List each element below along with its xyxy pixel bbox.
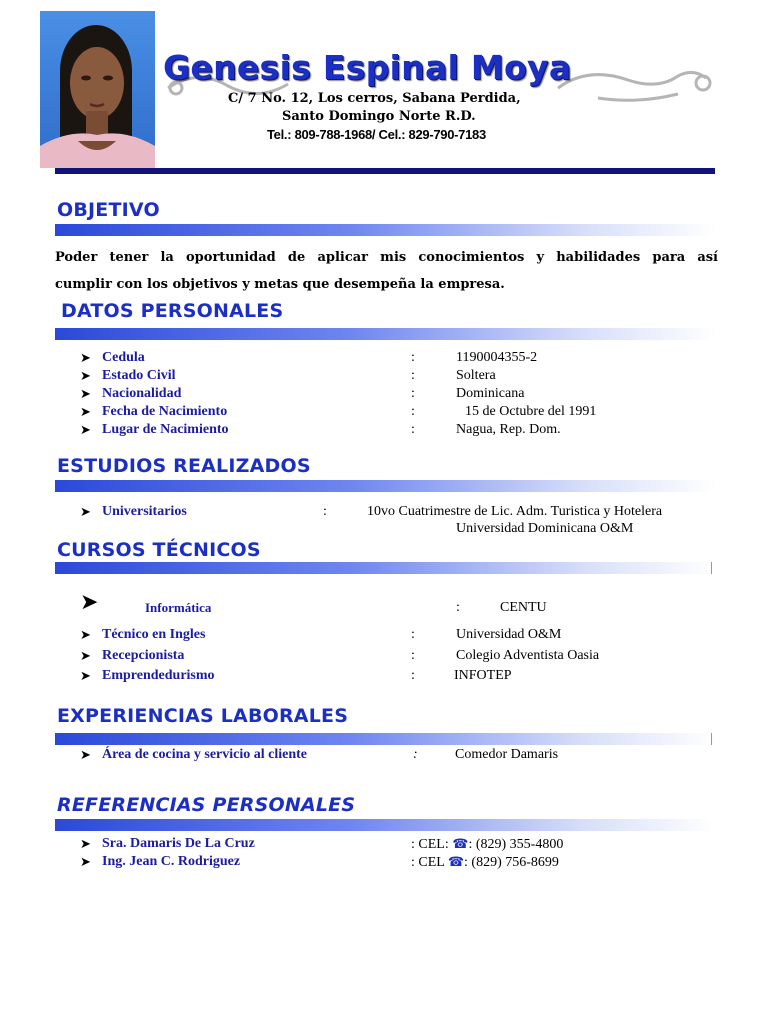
arrowhead-bullet-icon: ➤	[80, 350, 91, 365]
item-label: Estado Civil	[102, 368, 176, 383]
item-separator: :	[411, 422, 415, 437]
arrowhead-bullet-icon: ➤	[80, 747, 91, 762]
arrowhead-bullet-icon: ➤	[80, 854, 91, 869]
item-label: Área de cocina y servicio al cliente	[102, 747, 308, 762]
section-title-cursos: CURSOS TÉCNICOS	[57, 539, 261, 561]
section-title-estudios: ESTUDIOS REALIZADOS	[57, 455, 311, 477]
item-label: Informática	[145, 600, 212, 615]
objective-line-2: cumplir con los objetivos y metas que desempeña la empresa.	[55, 277, 505, 292]
item-value: Universidad O&M	[456, 627, 562, 642]
item-separator: :	[411, 627, 415, 642]
objective-text	[55, 244, 718, 298]
item-value: 15 de Octubre del 1991	[465, 404, 597, 419]
section-bar-experiencias	[55, 733, 715, 745]
contact-phones: Tel.: 809-788-1968/ Cel.: 829-790-7183	[267, 127, 486, 142]
arrowhead-bullet-icon: ➤	[80, 627, 91, 642]
arrowhead-bullet-icon: ➤	[80, 589, 99, 614]
item-label: Fecha de Nacimiento	[102, 404, 228, 419]
cel-prefix: : CEL:	[411, 837, 449, 852]
item-label: Nacionalidad	[102, 386, 182, 401]
item-value: 1190004355-2	[456, 350, 538, 365]
profile-photo	[40, 11, 155, 168]
section-bar-cursos	[55, 562, 715, 574]
section-bar-datos-personales	[55, 328, 715, 340]
section-bar-estudios	[55, 480, 715, 492]
objective-line-1: Poder tener la oportunidad de aplicar mis conocimientos y habilidades para así	[55, 250, 718, 265]
full-name: Genesis Espinal Moya	[163, 48, 572, 87]
address-line-1: C/ 7 No. 12, Los cerros, Sabana Perdida,	[228, 91, 521, 106]
section-bar-objetivo	[55, 224, 715, 236]
arrowhead-bullet-icon: ➤	[80, 386, 91, 401]
item-separator: :	[323, 504, 327, 519]
header-divider	[55, 168, 715, 174]
cel-prefix: : CEL	[411, 855, 445, 870]
item-value: 10vo Cuatrimestre de Lic. Adm. Turistica y Hotelera	[367, 504, 663, 519]
phone-number: (829) 756-8699	[471, 855, 559, 870]
item-value: Nagua, Rep. Dom.	[456, 422, 561, 437]
item-value: Dominicana	[456, 386, 525, 401]
section-title-objetivo: OBJETIVO	[57, 199, 160, 221]
item-value	[411, 854, 559, 871]
item-label: Sra. Damaris De La Cruz	[102, 836, 255, 851]
arrowhead-bullet-icon: ➤	[80, 836, 91, 851]
item-value: Soltera	[456, 368, 496, 383]
bar-edge-mark	[711, 733, 712, 745]
item-label: Técnico en Ingles	[102, 627, 206, 642]
item-separator: :	[411, 386, 415, 401]
item-separator: :	[411, 368, 415, 383]
section-title-experiencias: EXPERIENCIAS LABORALES	[57, 705, 349, 727]
item-separator: :	[411, 404, 415, 419]
section-bar-referencias	[55, 819, 715, 831]
item-separator: :	[411, 668, 415, 683]
item-label: Cedula	[102, 350, 145, 365]
item-label: Ing. Jean C. Rodriguez	[102, 854, 241, 869]
arrowhead-bullet-icon: ➤	[80, 668, 91, 683]
item-label: Lugar de Nacimiento	[102, 422, 229, 437]
section-title-datos-personales: DATOS PERSONALES	[61, 300, 284, 322]
arrowhead-bullet-icon: ➤	[80, 368, 91, 383]
item-label: Recepcionista	[102, 648, 185, 663]
item-label: Emprendedurismo	[102, 668, 215, 683]
arrowhead-bullet-icon: ➤	[80, 504, 91, 519]
telephone-icon: ☎	[452, 836, 469, 851]
item-value: INFOTEP	[454, 668, 512, 683]
arrowhead-bullet-icon: ➤	[80, 422, 91, 437]
item-value-secondary: Universidad Dominicana O&M	[456, 521, 634, 536]
telephone-icon: ☎	[447, 854, 465, 869]
item-value	[411, 836, 563, 853]
item-separator: :	[413, 747, 418, 762]
item-value: CENTU	[500, 600, 547, 615]
item-label: Universitarios	[102, 504, 187, 519]
arrowhead-bullet-icon: ➤	[80, 404, 91, 419]
item-value: Comedor Damaris	[455, 747, 559, 762]
address-line-2: Santo Domingo Norte R.D.	[282, 109, 476, 124]
item-separator: :	[464, 855, 468, 870]
bar-edge-mark	[711, 562, 712, 574]
item-separator: :	[456, 600, 460, 615]
arrowhead-bullet-icon: ➤	[80, 648, 91, 663]
item-value: Colegio Adventista Oasia	[456, 648, 600, 663]
phone-number: (829) 355-4800	[475, 837, 564, 852]
section-title-referencias: REFERENCIAS PERSONALES	[57, 794, 356, 816]
item-separator: :	[411, 648, 415, 663]
item-separator: :	[468, 837, 473, 852]
item-separator: :	[411, 350, 415, 365]
